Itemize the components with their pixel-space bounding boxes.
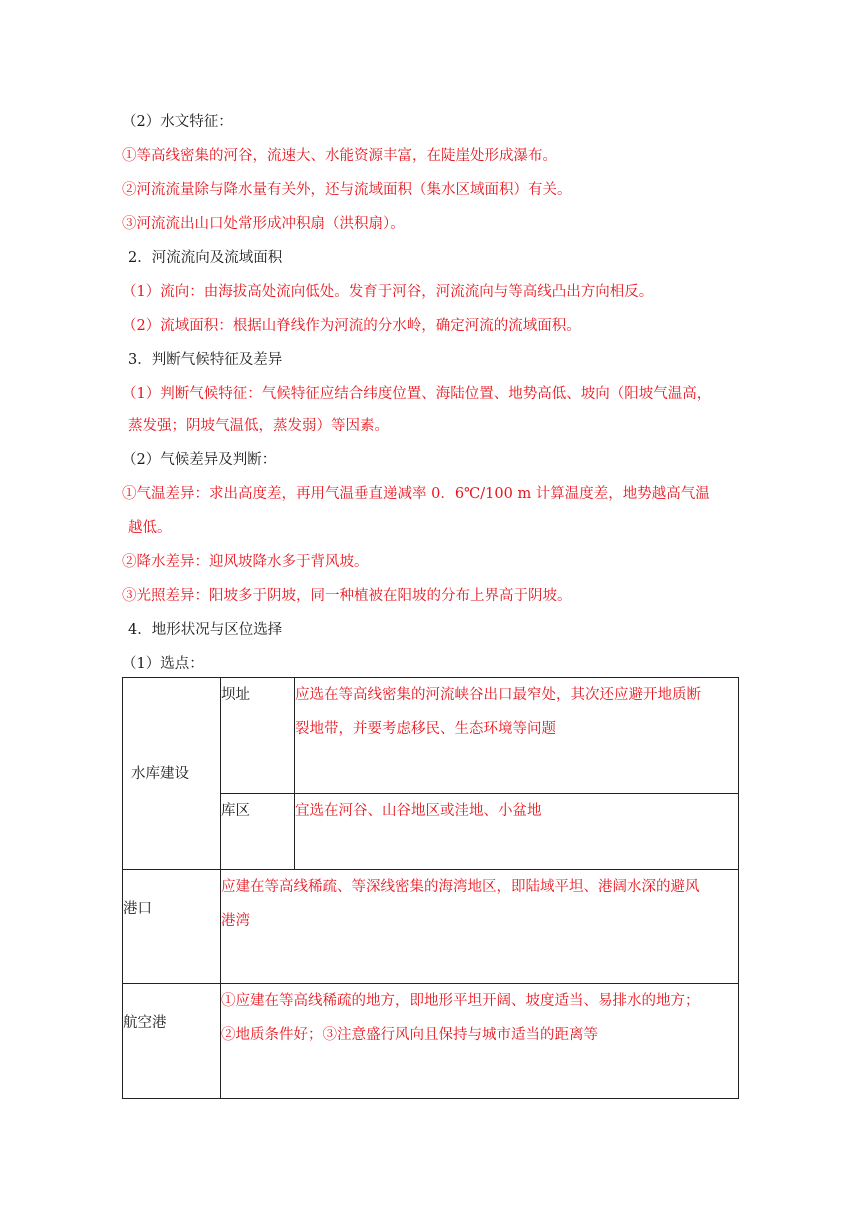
airport-label-cell [123, 984, 221, 1099]
heading-hydrology: （2）水文特征： [122, 114, 233, 130]
dam-label-cell [221, 678, 295, 794]
heading-river-direction: 2．河流流向及流域面积 [128, 250, 283, 266]
airport-text-line: ①应建在等高线稀疏的地方，即地形平坦开阔、坡度适当、易排水的地方； [221, 993, 700, 1009]
table-row [123, 678, 739, 794]
area-text-cell [295, 794, 739, 870]
port-label: 港口 [123, 901, 152, 917]
port-label-cell [123, 870, 221, 984]
site-selection-table [122, 677, 739, 1099]
paragraph-line: ②降水差异：迎风坡降水多于背风坡。 [122, 554, 369, 570]
heading-climate-difference: （2）气候差异及判断： [122, 452, 277, 468]
paragraph-line: ③河流流出山口处常形成冲积扇（洪积扇）。 [122, 216, 405, 232]
heading-climate: 3．判断气候特征及差异 [128, 352, 283, 368]
airport-text-line: ②地质条件好；③注意盛行风向且保持与城市适当的距离等 [221, 1027, 598, 1043]
reservoir-label: 水库建设 [131, 765, 189, 782]
reservoir-label-cell [123, 678, 221, 870]
table-row [123, 984, 739, 1099]
paragraph-line: （1）流向：由海拔高处流向低处。发育于河谷，河流流向与等高线凸出方向相反。 [122, 284, 654, 300]
paragraph-line: ①等高线密集的河谷，流速大、水能资源丰富，在陡崖处形成瀑布。 [122, 148, 557, 164]
area-label: 库区 [221, 803, 250, 819]
dam-label: 坝址 [221, 687, 250, 703]
dam-text-line: 裂地带，并要考虑移民、生态环境等问题 [295, 721, 556, 737]
paragraph-line: ①气温差异：求出高度差，再用气温垂直递减率 0．6℃/100 m 计算温度差，地势越高气温 [122, 486, 710, 502]
paragraph-line: 蒸发强；阴坡气温低，蒸发弱）等因素。 [128, 418, 389, 434]
dam-text-line: 应选在等高线密集的河流峡谷出口最窄处，其次还应避开地质断 [295, 687, 701, 703]
table-row [123, 870, 739, 984]
port-text-cell [221, 870, 739, 984]
area-text: 宜选在河谷、山谷地区或洼地、小盆地 [295, 803, 542, 819]
paragraph-line: （2）流域面积：根据山脊线作为河流的分水岭，确定河流的流域面积。 [122, 318, 581, 334]
heading-location: 4．地形状况与区位选择 [128, 622, 283, 638]
dam-text-cell [295, 678, 739, 794]
airport-text-cell [221, 984, 739, 1099]
paragraph-line: ③光照差异：阳坡多于阴坡，同一种植被在阳坡的分布上界高于阴坡。 [122, 588, 572, 604]
paragraph-line: ②河流流量除与降水量有关外，还与流域面积（集水区域面积）有关。 [122, 182, 572, 198]
port-text-line: 应建在等高线稀疏、等深线密集的海湾地区，即陆域平坦、港阔水深的避风 [221, 879, 700, 895]
airport-label: 航空港 [123, 1015, 167, 1031]
paragraph-line: （1）判断气候特征：气候特征应结合纬度位置、海陆位置、地势高低、坡向（阳坡气温高， [122, 386, 712, 402]
port-text-line: 港湾 [221, 913, 250, 929]
paragraph-line: 越低。 [128, 520, 172, 536]
area-label-cell [221, 794, 295, 870]
heading-site-selection: （1）选点： [122, 656, 204, 672]
